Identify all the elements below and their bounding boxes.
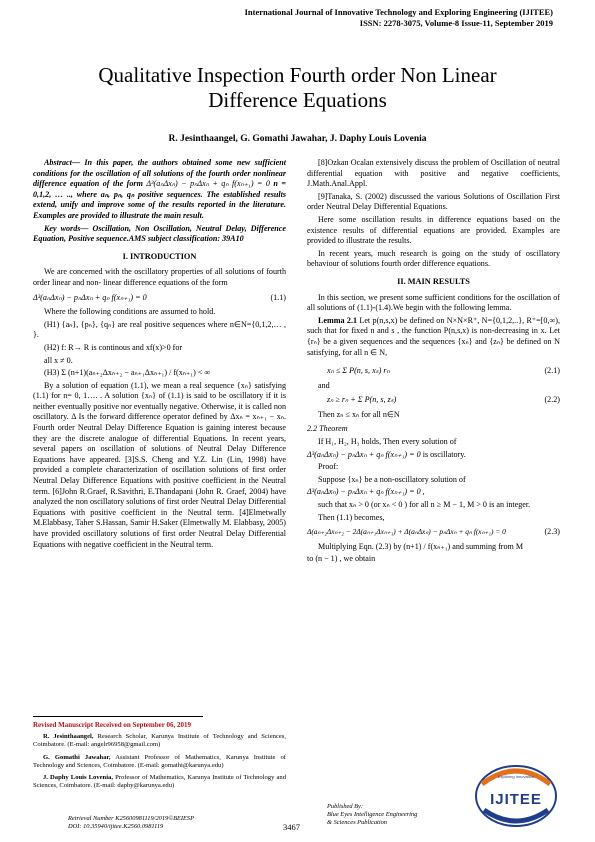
theorem-heading: 2.2 Theorem bbox=[307, 424, 348, 434]
logo-text: IJITEE bbox=[490, 791, 542, 808]
equation-2-1: xₙ ≤ Σ P(n, s, xₛ) rₙ (2.1) bbox=[327, 366, 560, 376]
right-column bbox=[307, 158, 560, 567]
keywords: Key words— Oscillation, Non Oscillation, Neutral Delay, Difference Equation, Positive sequence.AMS subject classification: 39A10 bbox=[33, 223, 286, 244]
equation-1-1: Δ³(aₙΔxₙ) − pₙΔxₙ + qₙ f(xₙ₊₁) = 0 (1.1) bbox=[33, 292, 286, 302]
author-note-3: J. Daphy Louis Lovenia, Professor of Mathematics, Karunya Institute of Technology and Sciences, Coimbatore. (E-mail: daphy@karunya.edu) bbox=[33, 774, 286, 790]
journal-header bbox=[245, 7, 553, 29]
page-number: 3467 bbox=[283, 822, 300, 832]
revised-notice: Revised Manuscript Received on September 06, 2019 bbox=[33, 721, 191, 729]
theorem-equation: Δ³(aₙΔxₙ) − pₙΔxₙ + qₙ f(xₙ₊₁) = 0 is oscillatory. bbox=[307, 449, 466, 459]
proof-equation: Δ³(aₙΔxₙ) − pₙΔxₙ + qₙ f(xₙ₊₁) = 0 , bbox=[307, 487, 425, 497]
ref-paragraph-8: [8]Ozkan Ocalan extensively discuss the problem of Oscillation of neutral differential equation with positive and negative coefficients, J.Math.Anal.Appl. bbox=[307, 158, 560, 189]
proof-condition: such that xₙ > 0 (or xₙ < 0 ) for all n ≥ M − 1, M > 0 is an integer. bbox=[318, 500, 531, 510]
abstract: Abstract— In this paper, the authors obtained some new sufficient conditions for the oscillation of all solutions of the fourth order nonlinear difference equation of the form Δ³(aₙΔxₙ) − pₙΔxₙ + qₙ f(xₙ₊₁) = 0 n = 0,1,2, … .., where aₙ, pₙ, qₙ positive sequences. The established results extend, unify and improve some of the results reported in the literature. Examples are provided to illustrate the main result. bbox=[33, 158, 286, 220]
left-column bbox=[33, 158, 286, 552]
issn-line: ISSN: 2278-3075, Volume-8 Issue-11, September 2019 bbox=[359, 18, 553, 28]
logo-tagline: Exploring Innovation bbox=[497, 774, 535, 779]
equation-2-3: Δ(aₙ₊₂Δxₙ₊₂ − 2Δ(aₙ₊₁Δxₙ₊₁) + Δ(aₙΔxₙ) − pₙΔxₙ + qₙ f(xₙ₊₁) = 0 (2.3) bbox=[307, 527, 560, 537]
conditions-intro: Where the following conditions are assumed to hold. bbox=[44, 307, 216, 317]
condition-h2: (H2) f: R→ R is continous and xf(x)>0 for bbox=[44, 342, 183, 352]
publisher-info: Published By: Blue Eyes Intelligence Engineering & Sciences Publication bbox=[327, 803, 418, 826]
paragraph: In this section, we present some sufficient conditions for the oscillation of all solutions of (1.1)-(1.4).We begin with the following lemma. bbox=[307, 292, 560, 313]
intro-body: By a solution of equation (1.1), we mean a real sequence {xₙ} satisfying (1.1) for n= 0, 1…. . A solution {xₙ} of (1.1) is said to be oscillatory if it is neither eventually positive nor eventually negative. Otherwise, it is called non oscillatory. Δ Is the forward difference operator defined by Δxₙ = xₙ₊₁ − xₙ. Fourth order Neutral Delay Difference Equation is gaining interest because they are the discrete analogue of differential Equations. In recent years, several papers on oscillation of solutions of Neutral Delay Difference Equations have appeared. [3]S.S. Cheng and Y.Z. Lin (Lin, 1998) have provided a complete characterization of oscillation solutions of first order Neutral Delay Difference Equations with positive coefficient in the Neutral term. [6]John R.Graef, R.Savithri, E.Thandapani (John R. Graef, 2004) have analyzed the non oscillatory solutions of first order Neutral Delay Differential Equations with positive coefficient in the Neutral term. [4]Elmetwally M.Elabbasy, Taher S.Hassan, Samir H.Saker (Elmetwally M. Elabbasy, 2005) have provided oscillatory solutions of first order Neutral Delay Differential Equations with negative coefficient in the Neutral term. bbox=[33, 380, 286, 549]
equation-number: (1.1) bbox=[270, 292, 286, 302]
author-list: R. Jesinthaangel, G. Gomathi Jawahar, J. Daphy Louis Lovenia bbox=[168, 134, 427, 144]
section-heading-main-results: II. MAIN RESULTS bbox=[397, 276, 470, 286]
and-text: and bbox=[318, 380, 330, 390]
equation-2-2: zₙ ≥ rₙ + Σ P(n, s, zₛ) (2.2) bbox=[327, 395, 560, 405]
theorem-statement: If H₁, H₂, H₃ holds, Then every solution of bbox=[318, 437, 457, 447]
ref-paragraph-9: [9]Tanaka, S. (2002) discussed the various Solutions of Oscillation First order Neutral Delay Differential Equations. bbox=[307, 191, 560, 212]
paper-title: Qualitative Inspection Fourth order Non Linear Difference Equations bbox=[98, 63, 497, 112]
intro-paragraph: We are concerned with the oscillatory properties of all solutions of fourth order linear and non- linear difference equations of the form bbox=[33, 267, 286, 287]
section-heading-introduction: I. INTRODUCTION bbox=[122, 251, 197, 261]
multiplying-text: Multiplying Eqn. (2.3) by (n+1) / f(xₙ₊₁) and summing from M bbox=[318, 541, 524, 551]
paragraph: Here some oscillation results in difference equations based on the existence results of differential equations are provided. Examples are provided to illustrate the results. bbox=[307, 214, 560, 246]
paragraph: In recent years, much research is going on the study of oscillatory behaviour of solutions fourth order difference equations. bbox=[307, 248, 560, 269]
then-statement: Then zₙ ≤ xₙ for all n∈N bbox=[318, 409, 400, 419]
author-note-2: G. Gomathi Jawahar, Assistant Professor of Mathematics, Karunya Institute of Technology and Sciences, Coimbatore. (E-mail: gomathi@karunya.edu) bbox=[33, 753, 286, 769]
summing-text: to (n − 1) , we obtain bbox=[307, 554, 376, 564]
footnotes bbox=[33, 716, 286, 794]
lemma: Lemma 2.1 Let p(n,s,x) be defined on N×N×R⁺, N={0,1,2,..}, R⁺=[0,∞), such that for fixed n and s , the function P(n,s,x) is non-decreasing in x. Let {rₙ} be a given sequences and the sequences {xₙ} and {zₙ} be defined on N satisfying, for all n ∈ N, bbox=[307, 315, 560, 357]
footnote-rule bbox=[33, 716, 203, 717]
proof-suppose: Suppose {xₙ} be a non-oscillatory solution of bbox=[318, 474, 466, 484]
journal-name: International Journal of Innovative Technology and Exploring Engineering (IJITEE) bbox=[244, 7, 553, 17]
author-note-1: R. Jesinthaangel, Research Scholar, Karunya Institute of Technology and Sciences, Coimbatore. (E-mail: angelr96958@gmail.com) bbox=[33, 733, 286, 749]
proof-then: Then (1.1) becomes, bbox=[318, 512, 385, 522]
condition-h2-cont: all x ≠ 0. bbox=[44, 355, 73, 365]
retrieval-info: Retrieval Number K25600981119/2019©BEIESP DOI: 10.35940/ijitee.K2560.0981119 bbox=[68, 815, 195, 830]
condition-h3: (H3) Σ (n+1)(aₙ₊₂Δxₙ₊₂ − aₙ₊₁Δxₙ₊₁) / f(xₙ₊₁) < ∞ bbox=[44, 368, 211, 378]
condition-h1: (H1) {aₙ}, {pₙ}, {qₙ} are real positive sequences where n∈N={0,1,2,… , }. bbox=[33, 319, 286, 340]
abstract-equation: Δ³(aₙΔxₙ) − pₙΔxₙ + qₙ f(xₙ₊₁) = 0 bbox=[146, 179, 270, 189]
proof-label: Proof: bbox=[318, 462, 339, 472]
